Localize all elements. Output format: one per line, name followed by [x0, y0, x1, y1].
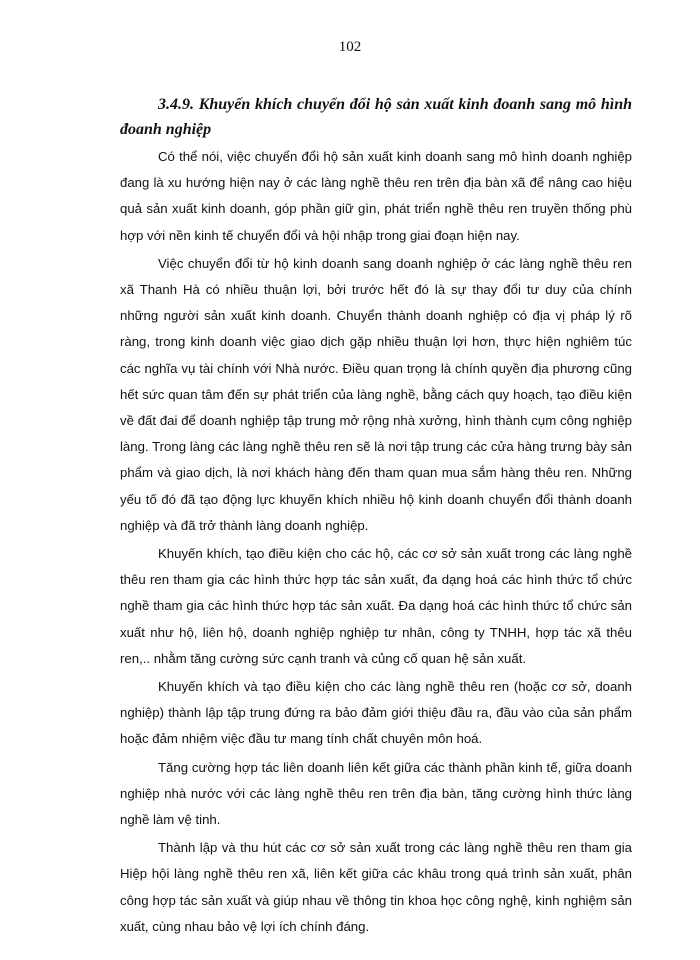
paragraph-3: Khuyến khích, tạo điều kiện cho các hộ, các cơ sở sản xuất trong các làng nghề thêu ren tham gia các hình thức hợp tác sản xuất, đa dạng hoá các hình thức tổ chức nghề tham gia các hình thức hợp tác sản xuất. Đa dạng hoá các hình thức tổ chức sản xuất như hộ, liên hộ, doanh nghiệp nghiệp tư nhân, công ty TNHH, hợp tác xã thêu ren,.. nhằm tăng cường sức cạnh tranh và củng cố quan hệ sản xuất. [120, 546, 632, 666]
paragraph-4: Khuyến khích và tạo điều kiện cho các làng nghề thêu ren (hoặc cơ sở, doanh nghiệp) thành lập tập trung đứng ra bảo đảm giới thiệu đầu ra, đầu vào của sản phẩm hoặc đảm nhiệm việc đầu tư mang tính chất chuyên môn hoá. [120, 679, 632, 747]
paragraph-5: Tăng cường hợp tác liên doanh liên kết giữa các thành phần kinh tế, giữa doanh nghiệp nhà nước với các làng nghề thêu ren trên địa bàn, tăng cường hình thức làng nghề làm vệ tinh. [120, 759, 632, 828]
page-number: 102 [338, 39, 362, 55]
document-body [120, 92, 632, 942]
section-heading: 3.4.9. Khuyến khích chuyển đổi hộ sản xuất kinh đoanh sang mô hình đoanh nghiệp [120, 96, 632, 138]
paragraph-1: Có thể nói, việc chuyển đổi hộ sản xuất kinh doanh sang mô hình doanh nghiệp đang là xu hướng hiện nay ở các làng nghề thêu ren trên địa bàn xã để nâng cao hiệu quả sản xuất kinh doanh, góp phần giữ gìn, phát triển nghề thêu ren truyền thống phù hợp với nền kinh tế chuyển đổi và hội nhập trong giai đoạn hiện nay. [120, 149, 632, 243]
paragraph-2: Việc chuyển đổi từ hộ kinh doanh sang doanh nghiệp ở các làng nghề thêu ren xã Thanh Hà có nhiều thuận lợi, bởi trước hết đó là sự thay đổi tư duy của chính những người sản xuất kinh doanh. Chuyển thành doanh nghiệp có địa vị pháp lý rõ ràng, trong kinh doanh việc giao dịch gặp nhiều thuận lợi hơn, thực hiện nghiêm túc các nghĩa vụ tài chính với Nhà nước. Điều quan trọng là chính quyền địa phương cũng hết sức quan tâm đến sự phát triển của làng nghề, bằng cách quy hoạch, tạo điều kiện về đất đai để doanh nghiệp tập trung mở rộng nhà xưởng, hình thành cụm công nghiệp làng. Trong làng các làng nghề thêu ren sẽ là nơi tập trung các cửa hàng trưng bày sản phẩm và giao dịch, là nơi khách hàng đến tham quan mua sắm hàng thêu ren. Những yếu tố đó đã tạo động lực khuyến khích nhiều hộ kinh doanh chuyển đổi thành doanh nghiệp và đã trở thành làng doanh nghiệp. [120, 255, 632, 533]
paragraph-6: Thành lập và thu hút các cơ sở sản xuất trong các làng nghề thêu ren tham gia Hiệp hội làng nghề thêu ren xã, liên kết giữa các khâu trong quá trình sản xuất, phân công hợp tác sản xuất và giúp nhau về thông tin khoa học công nghệ, kinh nghiệm sản xuất, cùng nhau bảo vệ lợi ích chính đáng. [120, 840, 632, 934]
